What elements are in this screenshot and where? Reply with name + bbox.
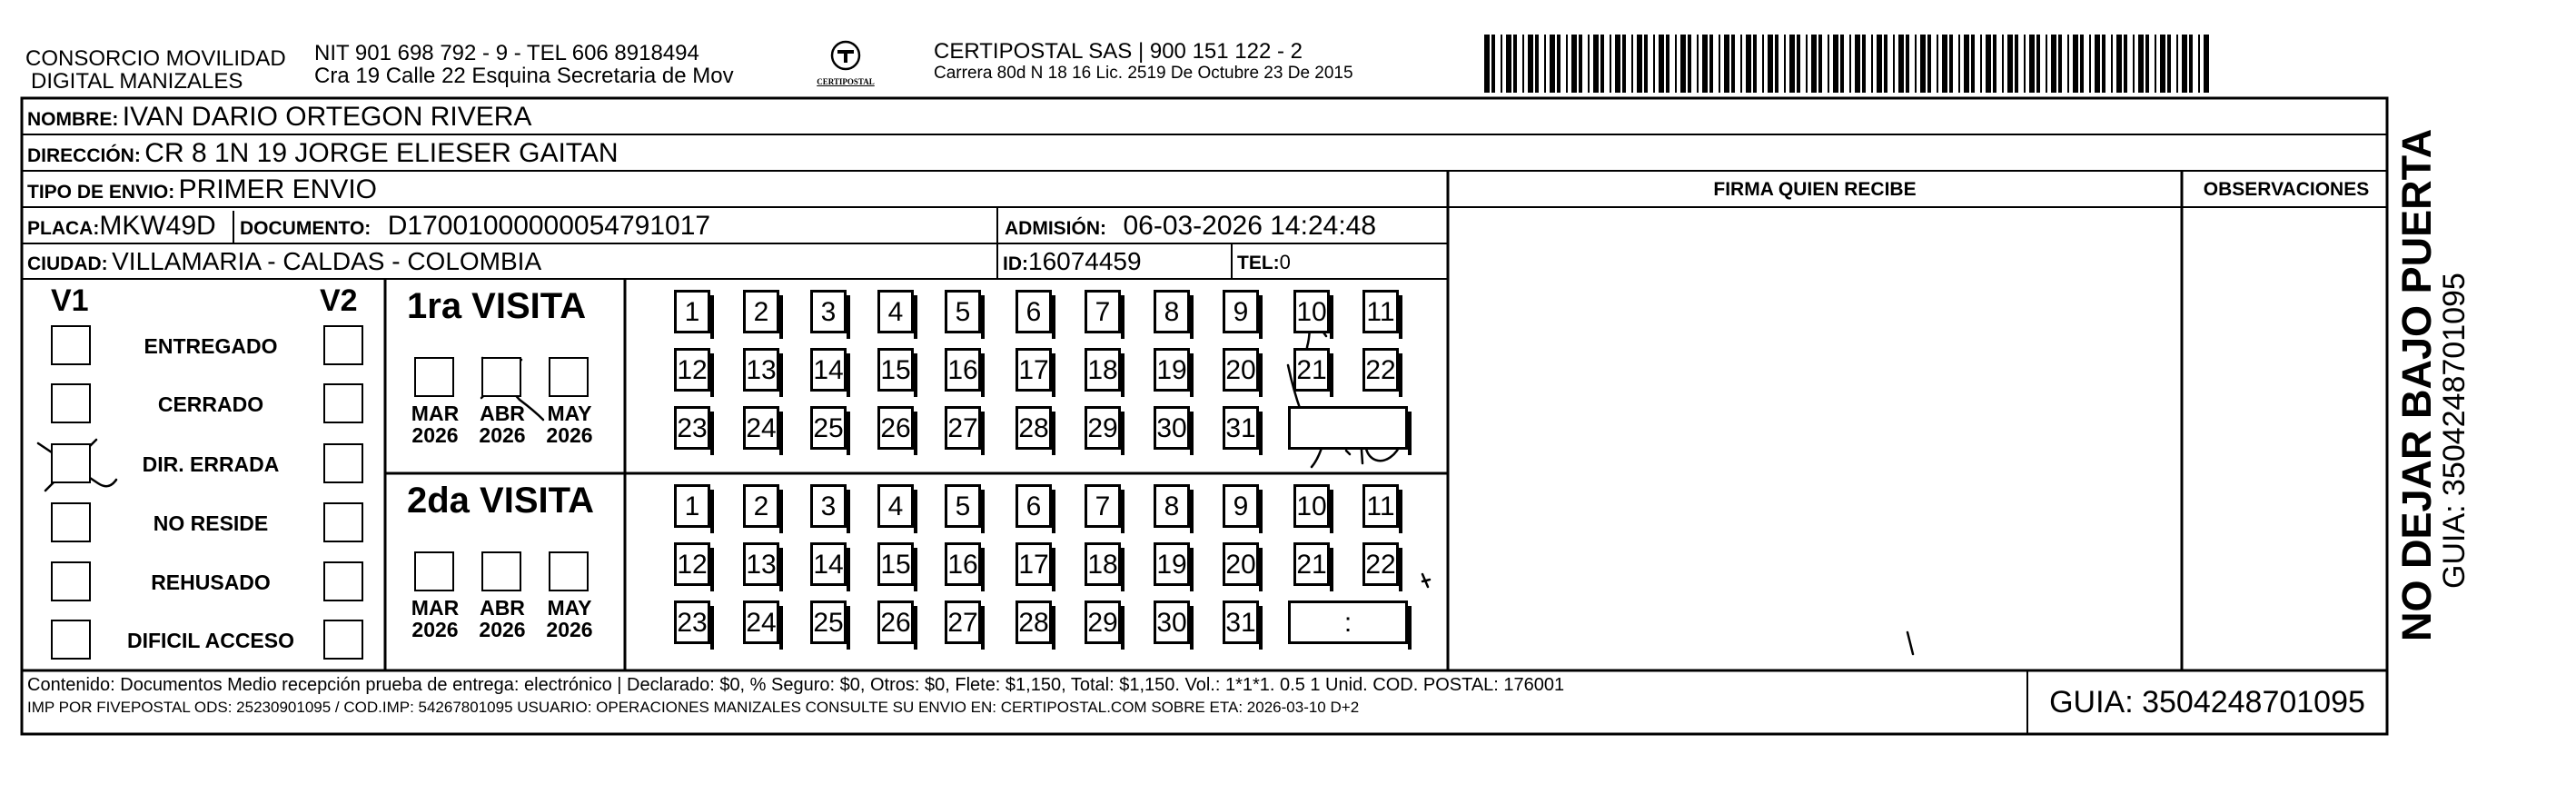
- name-label: NOMBRE:: [27, 109, 119, 130]
- barcode-bar: [1501, 35, 1502, 93]
- barcode-bar: [1522, 35, 1524, 93]
- v1-checkbox[interactable]: [51, 561, 91, 601]
- barcode-bar: [1768, 35, 1773, 93]
- month-checkbox[interactable]: [414, 357, 454, 397]
- barcode-bar: [1818, 35, 1822, 93]
- time-value: [1322, 413, 1374, 443]
- barcode-bar: [1942, 35, 1947, 93]
- barcode-bar: [1637, 35, 1642, 93]
- barcode-bar: [1775, 35, 1778, 93]
- time-box[interactable]: [1288, 406, 1408, 450]
- barcode-bar: [1797, 35, 1800, 93]
- month-year: 2026: [546, 618, 593, 641]
- barcode-bar: [1949, 35, 1953, 93]
- barcode-bar: [1753, 35, 1757, 93]
- barcode-bar: [1709, 35, 1713, 93]
- barcode-bar: [1666, 35, 1669, 93]
- day-box[interactable]: 21: [1293, 542, 1330, 586]
- day-box[interactable]: 21: [1293, 348, 1330, 392]
- footer-content: [27, 674, 1564, 720]
- admission-value: 06-03-2026 14:24:48: [1123, 211, 1377, 241]
- city-value: VILLAMARIA - CALDAS - COLOMBIA: [112, 247, 542, 275]
- carrier-logo-text: CERTIPOSTAL: [817, 77, 875, 86]
- month-label: [403, 402, 467, 446]
- side-text: [2393, 128, 2472, 641]
- tel-label: TEL:: [1237, 253, 1280, 273]
- day-box[interactable]: 22: [1362, 348, 1399, 392]
- barcode-bar: [1484, 35, 1490, 93]
- v2-checkbox[interactable]: [323, 443, 363, 483]
- barcode-bar: [2176, 35, 2178, 93]
- observations-area[interactable]: [2185, 211, 2383, 667]
- barcode-bar: [1937, 35, 1938, 93]
- day-box[interactable]: 23: [674, 600, 710, 644]
- barcode-bar: [1833, 35, 1838, 93]
- barcode-bar: [1740, 35, 1742, 93]
- barcode-bar: [1588, 35, 1590, 93]
- day-box[interactable]: 29: [1085, 600, 1121, 644]
- v2-checkbox[interactable]: [323, 620, 363, 660]
- v2-checkbox[interactable]: [323, 502, 363, 542]
- day-box[interactable]: 7: [1085, 484, 1121, 528]
- barcode-bar: [1762, 35, 1764, 93]
- day-box[interactable]: 26: [877, 600, 914, 644]
- day-box[interactable]: 3: [810, 484, 847, 528]
- shipment-type-label: TIPO DE ENVIO:: [27, 182, 175, 203]
- barcode-bar: [2138, 35, 2144, 93]
- barcode-bar: [2189, 35, 2193, 93]
- day-box[interactable]: 10: [1293, 484, 1330, 528]
- month-label: [538, 402, 601, 446]
- day-box[interactable]: 10: [1293, 290, 1330, 333]
- barcode-bar: [1631, 35, 1633, 93]
- barcode-bar: [1615, 35, 1620, 93]
- document-label: DOCUMENTO:: [240, 218, 372, 239]
- name-row: [27, 102, 531, 133]
- side-guide-number: GUIA: 3504248701095: [2437, 273, 2472, 589]
- barcode-bar: [1784, 35, 1786, 93]
- barcode-bar: [1898, 35, 1904, 93]
- day-box[interactable]: 8: [1154, 484, 1190, 528]
- barcode-bar: [1971, 35, 1975, 93]
- barcode-bar: [1506, 35, 1511, 93]
- month-year: 2026: [479, 423, 526, 447]
- barcode-bar: [1964, 35, 1969, 93]
- month-label: [538, 597, 601, 640]
- barcode-bar: [1746, 35, 1751, 93]
- day-box[interactable]: 2: [743, 484, 779, 528]
- carrier-info: [934, 40, 1353, 84]
- day-box[interactable]: 22: [1362, 542, 1399, 586]
- day-box[interactable]: 8: [1154, 290, 1190, 333]
- city-row: [27, 247, 541, 276]
- barcode-bar: [2145, 35, 2149, 93]
- barcode-bar: [2167, 35, 2171, 93]
- status-option-label: REHUSADO: [151, 571, 271, 594]
- barcode-bar: [2095, 35, 2100, 93]
- status-option-label: CERRADO: [157, 392, 264, 416]
- v1-checkbox[interactable]: [51, 443, 91, 483]
- day-box[interactable]: 31: [1223, 406, 1259, 450]
- barcode-bar: [1702, 35, 1708, 93]
- v2-checkbox[interactable]: [323, 561, 363, 601]
- barcode-bar: [2155, 35, 2156, 93]
- footer-content-line: Contenido: Documentos Medio recepción prueba de entrega: electrónico | Declarado: $0, % Seguro: $0, Otros: $0, Flete: $1,150, Total: $1,150. Vol.: 1*1*1. 0.5 1 Unid. COD. POSTAL: 176001: [27, 675, 1565, 695]
- barcode-bar: [1724, 35, 1729, 93]
- day-box[interactable]: 25: [810, 600, 847, 644]
- status-option-label: DIFICIL ACCESO: [126, 629, 294, 652]
- month-year: 2026: [479, 618, 526, 641]
- day-box[interactable]: 9: [1223, 484, 1259, 528]
- day-box[interactable]: 1: [674, 290, 710, 333]
- v1-checkbox[interactable]: [51, 502, 91, 542]
- id-label: ID:: [1003, 253, 1028, 274]
- month-name: ABR: [480, 402, 525, 425]
- id-value: 16074459: [1028, 247, 1142, 275]
- day-box[interactable]: 4: [877, 484, 914, 528]
- barcode-bar: [2058, 35, 2062, 93]
- tel-value: 0: [1279, 251, 1291, 273]
- barcode-bar: [2111, 35, 2113, 93]
- month-name: MAR: [411, 596, 460, 620]
- plate-value: MKW49D: [99, 211, 216, 241]
- day-box[interactable]: 19: [1154, 348, 1190, 392]
- v1-checkbox[interactable]: [51, 620, 91, 660]
- day-box[interactable]: 16: [945, 542, 981, 586]
- day-box[interactable]: 23: [674, 406, 710, 450]
- barcode-bar: [2116, 35, 2122, 93]
- day-box[interactable]: 2: [743, 290, 779, 333]
- month-year: 2026: [411, 423, 459, 447]
- company-name-line2: DIGITAL MANIZALES: [31, 69, 243, 94]
- v2-checkbox[interactable]: [323, 383, 363, 423]
- time-box[interactable]: [1288, 600, 1408, 644]
- day-box[interactable]: 6: [1016, 484, 1052, 528]
- status-option-label: DIR. ERRADA: [142, 452, 280, 476]
- day-box[interactable]: 30: [1154, 600, 1190, 644]
- barcode-bar: [1528, 35, 1533, 93]
- barcode-bar: [1491, 35, 1495, 93]
- barcode-bar: [1622, 35, 1626, 93]
- barcode-bar: [1719, 35, 1720, 93]
- visit-title: 1ra VISITA: [407, 286, 587, 326]
- day-box[interactable]: 28: [1016, 600, 1052, 644]
- day-box[interactable]: 12: [674, 348, 710, 392]
- carrier-name: CERTIPOSTAL SAS | 900 151 122 - 2: [934, 39, 1303, 64]
- day-box[interactable]: 15: [877, 348, 914, 392]
- plate-document-row: [27, 211, 216, 242]
- day-box[interactable]: 6: [1016, 290, 1052, 333]
- month-name: MAY: [547, 596, 592, 620]
- time-value: :: [1343, 608, 1352, 638]
- document-cell: [233, 211, 710, 243]
- month-label: [403, 597, 467, 640]
- day-box[interactable]: 14: [810, 348, 847, 392]
- barcode-bar: [1811, 35, 1817, 93]
- barcode-bar: [1849, 35, 1851, 93]
- tel-cell: [1237, 251, 1291, 274]
- day-box[interactable]: 25: [810, 406, 847, 450]
- barcode-bar: [1986, 35, 1991, 93]
- day-box[interactable]: 28: [1016, 406, 1052, 450]
- day-box[interactable]: 15: [877, 542, 914, 586]
- barcode-bar: [1571, 35, 1577, 93]
- footer-guide-number: GUIA: 3504248701095: [2049, 685, 2365, 720]
- barcode-bar: [1550, 35, 1555, 93]
- signature-area[interactable]: [1451, 211, 2178, 667]
- barcode-bar: [1600, 35, 1604, 93]
- barcode-bar: [1680, 35, 1686, 93]
- v2-label: V2: [320, 283, 358, 318]
- day-box[interactable]: 13: [743, 542, 779, 586]
- day-box[interactable]: 18: [1085, 542, 1121, 586]
- barcode-bar: [1871, 35, 1873, 93]
- barcode-bar: [1862, 35, 1866, 93]
- status-option-label: NO RESIDE: [153, 511, 269, 535]
- shipment-type-row: [27, 174, 377, 205]
- month-checkbox[interactable]: [549, 551, 589, 591]
- barcode-bar: [1993, 35, 1996, 93]
- barcode-bar: [2036, 35, 2040, 93]
- carrier-logo: [814, 40, 877, 93]
- visit-title: 2da VISITA: [407, 481, 594, 521]
- day-box[interactable]: 12: [674, 542, 710, 586]
- barcode-bar: [2067, 35, 2069, 93]
- day-box[interactable]: 27: [945, 406, 981, 450]
- v2-checkbox[interactable]: [323, 325, 363, 365]
- barcode-bar: [1855, 35, 1860, 93]
- barcode-bar: [2080, 35, 2084, 93]
- barcode-bar: [1958, 35, 1960, 93]
- barcode-bar: [1906, 35, 1909, 93]
- barcode-bar: [1644, 35, 1648, 93]
- barcode-bar: [2182, 35, 2187, 93]
- day-box[interactable]: 1: [674, 484, 710, 528]
- barcode-bar: [1884, 35, 1887, 93]
- day-box[interactable]: 5: [945, 290, 981, 333]
- footer-imp-line: IMP POR FIVEPOSTAL ODS: 25230901095 / COD.IMP: 54267801095 USUARIO: OPERACIONES MANIZALES CONSULTE SU ENVIO EN: CERTIPOSTAL.COM SOBRE ETA: 2026-03-10 D+2: [27, 699, 1360, 716]
- day-box[interactable]: 5: [945, 484, 981, 528]
- barcode-bar: [1920, 35, 1926, 93]
- city-label: CIUDAD:: [27, 253, 108, 274]
- company-name: [25, 47, 286, 93]
- status-option-label: ENTREGADO: [144, 334, 278, 358]
- barcode-bar: [2160, 35, 2165, 93]
- barcode: [1482, 35, 2211, 93]
- barcode-bar: [1566, 35, 1568, 93]
- barcode-bar: [2102, 35, 2105, 93]
- signature-label: FIRMA QUIEN RECIBE: [1713, 179, 1917, 200]
- month-name: MAY: [547, 402, 592, 425]
- barcode-bar: [1610, 35, 1611, 93]
- address-line: Cra 19 Calle 22 Esquina Secretaria de Mov: [314, 64, 734, 88]
- barcode-bar: [1877, 35, 1882, 93]
- barcode-bar: [2002, 35, 2004, 93]
- barcode-bar: [2073, 35, 2078, 93]
- barcode-bar: [1579, 35, 1582, 93]
- day-box[interactable]: 17: [1016, 542, 1052, 586]
- month-label: [471, 597, 534, 640]
- barcode-bar: [2024, 35, 2026, 93]
- day-box[interactable]: 16: [945, 348, 981, 392]
- admission-cell: [1005, 211, 1376, 242]
- barcode-bar: [1653, 35, 1655, 93]
- barcode-graphic: [1482, 35, 2211, 93]
- barcode-bar: [2089, 35, 2091, 93]
- barcode-bar: [1544, 35, 1546, 93]
- side-warning: NO DEJAR BAJO PUERTA: [2393, 128, 2440, 641]
- barcode-bar: [1659, 35, 1664, 93]
- carrier-logo-icon: [827, 40, 864, 73]
- barcode-bar: [2007, 35, 2013, 93]
- month-year: 2026: [411, 618, 459, 641]
- document-value: D17001000000054791017: [387, 211, 711, 241]
- admission-label: ADMISIÓN:: [1005, 218, 1106, 239]
- month-name: ABR: [480, 596, 525, 620]
- barcode-bar: [1731, 35, 1735, 93]
- day-box[interactable]: 31: [1223, 600, 1259, 644]
- day-box[interactable]: 19: [1154, 542, 1190, 586]
- observations-label: OBSERVACIONES: [2203, 179, 2370, 200]
- day-box[interactable]: 17: [1016, 348, 1052, 392]
- day-box[interactable]: 30: [1154, 406, 1190, 450]
- barcode-bar: [2133, 35, 2135, 93]
- day-box[interactable]: 11: [1362, 484, 1399, 528]
- month-checkbox[interactable]: [549, 357, 589, 397]
- company-nit: [314, 42, 734, 87]
- recipient-name: IVAN DARIO ORTEGON RIVERA: [122, 102, 532, 132]
- barcode-bar: [1840, 35, 1844, 93]
- barcode-bar: [1688, 35, 1691, 93]
- barcode-bar: [1915, 35, 1917, 93]
- shipment-type: PRIMER ENVIO: [178, 174, 378, 204]
- day-box[interactable]: 18: [1085, 348, 1121, 392]
- day-box[interactable]: 26: [877, 406, 914, 450]
- barcode-bar: [2015, 35, 2018, 93]
- v1-checkbox[interactable]: [51, 325, 91, 365]
- barcode-bar: [1806, 35, 1808, 93]
- barcode-bar: [2051, 35, 2056, 93]
- month-name: MAR: [411, 402, 460, 425]
- barcode-bar: [1535, 35, 1539, 93]
- month-year: 2026: [546, 423, 593, 447]
- barcode-bar: [2124, 35, 2127, 93]
- carrier-license: Carrera 80d N 18 16 Lic. 2519 De Octubre 23 De 2015: [934, 64, 1353, 83]
- month-checkbox[interactable]: [481, 551, 521, 591]
- v1-checkbox[interactable]: [51, 383, 91, 423]
- nit-line: NIT 901 698 792 - 9 - TEL 606 8918494: [314, 41, 699, 65]
- barcode-bar: [2046, 35, 2047, 93]
- day-box[interactable]: 3: [810, 290, 847, 333]
- barcode-bar: [2204, 35, 2209, 93]
- plate-label: PLACA:: [27, 218, 100, 239]
- barcode-bar: [1513, 35, 1517, 93]
- barcode-bar: [1789, 35, 1795, 93]
- company-name-line1: CONSORCIO MOVILIDAD: [25, 46, 286, 71]
- day-box[interactable]: 24: [743, 600, 779, 644]
- barcode-bar: [1593, 35, 1599, 93]
- day-box[interactable]: 9: [1223, 290, 1259, 333]
- day-box[interactable]: 20: [1223, 542, 1259, 586]
- barcode-bar: [2198, 35, 2200, 93]
- barcode-bar: [1893, 35, 1895, 93]
- day-box[interactable]: 27: [945, 600, 981, 644]
- day-box[interactable]: 4: [877, 290, 914, 333]
- month-checkbox[interactable]: [481, 357, 521, 397]
- day-box[interactable]: 24: [743, 406, 779, 450]
- address-label: DIRECCIÓN:: [27, 145, 141, 166]
- barcode-bar: [2029, 35, 2035, 93]
- day-box[interactable]: 11: [1362, 290, 1399, 333]
- day-box[interactable]: 13: [743, 348, 779, 392]
- day-box[interactable]: 7: [1085, 290, 1121, 333]
- barcode-bar: [1675, 35, 1677, 93]
- day-box[interactable]: 29: [1085, 406, 1121, 450]
- day-box[interactable]: 20: [1223, 348, 1259, 392]
- recipient-address: CR 8 1N 19 JORGE ELIESER GAITAN: [144, 138, 619, 168]
- barcode-bar: [1980, 35, 1982, 93]
- barcode-bar: [1828, 35, 1829, 93]
- day-box[interactable]: 14: [810, 542, 847, 586]
- month-label: [471, 402, 534, 446]
- id-cell: [1003, 247, 1142, 276]
- barcode-bar: [1557, 35, 1560, 93]
- barcode-bar: [1927, 35, 1931, 93]
- month-checkbox[interactable]: [414, 551, 454, 591]
- barcode-bar: [1697, 35, 1699, 93]
- v1-label: V1: [51, 283, 89, 318]
- address-row: [27, 138, 619, 169]
